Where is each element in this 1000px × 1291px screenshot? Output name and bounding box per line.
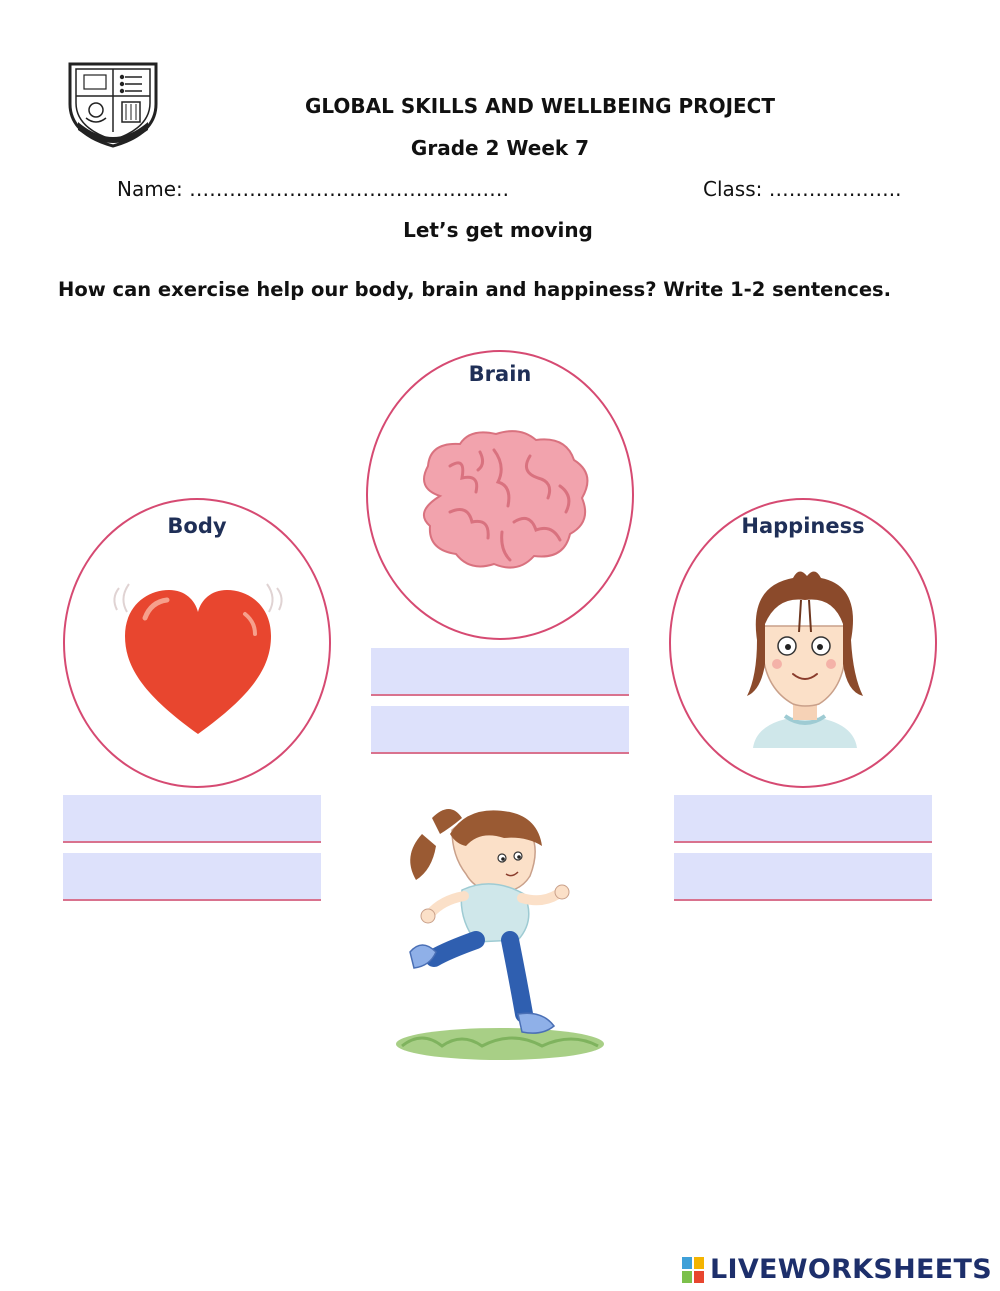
brain-answer-2[interactable]: [371, 706, 629, 754]
liveworksheets-logo-icon: [682, 1257, 704, 1283]
page-subtitle: Grade 2 Week 7: [410, 136, 590, 160]
happiness-circle: [669, 498, 937, 788]
heart-icon: [105, 578, 291, 738]
body-label: Body: [167, 514, 227, 538]
happiness-label: Happiness: [741, 514, 865, 538]
body-answer-2[interactable]: [63, 853, 321, 901]
brain-answer-1[interactable]: [371, 648, 629, 696]
brain-label: Brain: [468, 362, 532, 386]
page-title: GLOBAL SKILLS AND WELLBEING PROJECT: [304, 94, 776, 118]
body-answer-1[interactable]: [63, 795, 321, 843]
question-text: How can exercise help our body, brain and happiness? Write 1-2 sentences.: [58, 278, 892, 301]
running-girl-icon: [392, 800, 608, 1066]
class-field-label: Class: ………………..: [703, 177, 902, 201]
smiling-girl-icon: [743, 566, 867, 748]
happiness-answer-1[interactable]: [674, 795, 932, 843]
brain-icon: [410, 426, 594, 576]
happiness-answer-2[interactable]: [674, 853, 932, 901]
brand-text: LIVEWORKSHEETS: [709, 1254, 992, 1285]
name-field-label: Name: …………………………………………: [117, 177, 510, 201]
liveworksheets-brand: [682, 1254, 992, 1285]
brain-circle: [366, 350, 634, 640]
body-circle: [63, 498, 331, 788]
topic-heading: Let’s get moving: [403, 218, 593, 242]
